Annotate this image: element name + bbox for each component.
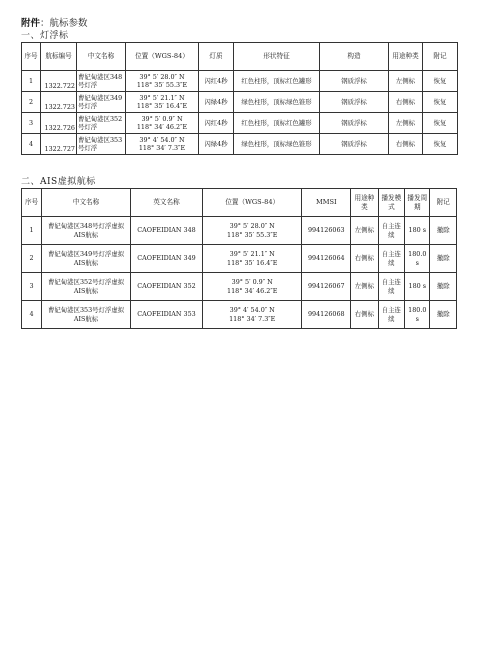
use-cell-text: 右侧标 [354,310,374,319]
use-cell-text: 左侧标 [395,76,416,85]
position-cell-text: 39° 5′ 28.0″ N [229,222,275,230]
use-cell-text: 左侧标 [354,226,374,235]
mmsi-cell-text: 994126068 [307,310,345,319]
mode-cell-text: 自主连续 [381,278,401,295]
position-cell [202,273,301,301]
remark-cell-text: 恢复 [433,139,447,148]
header-cell: 中文名称 [42,189,131,217]
mode-cell [378,217,404,245]
ais-row [22,301,457,329]
english-name-cell [131,301,203,329]
name-cell [77,134,126,155]
mmsi-cell-text: 994126063 [307,226,345,235]
light-cell [199,113,234,134]
code-cell [41,71,77,92]
name-cell [42,273,131,301]
remark-cell [423,134,458,155]
light-cell [199,134,234,155]
no-cell-text: 1 [29,226,34,235]
header-cell: 航标编号 [41,43,77,71]
header-cell: 构造 [320,43,389,71]
no-cell-text: 2 [29,254,34,263]
remark-cell-text: 撤除 [436,254,450,263]
use-cell [389,92,423,113]
no-cell-text: 3 [29,282,34,291]
name-cell [42,301,131,329]
english-name-cell [131,245,203,273]
code-cell-text: 1322.726 [44,123,75,132]
header-cell: 附记 [430,189,457,217]
mmsi-cell [302,301,351,329]
use-cell [389,113,423,134]
structure-cell [320,113,389,134]
structure-cell-text: 钢质浮标 [341,97,367,106]
name-cell-text: 曹妃甸港区348号灯浮虚拟AIS航标 [48,222,125,239]
structure-cell-text: 钢质浮标 [341,139,367,148]
shape-cell-text: 红色柱形，顶标红色罐形 [241,118,312,127]
position-cell-text: 118° 34′ 46.2″E [227,286,278,295]
period-cell [405,301,430,329]
use-cell-text: 右侧标 [395,97,416,106]
header-cell: 灯质 [199,43,234,71]
position-cell [126,92,199,113]
header-cell: 用途种类 [351,189,379,217]
header-cell: 附记 [423,43,458,71]
header-cell: 序号 [22,43,41,71]
name-cell-text: 曹妃甸港区349号灯浮虚拟AIS航标 [48,250,125,267]
no-cell [22,273,42,301]
use-cell [351,301,379,329]
header-cell: 播发模式 [378,189,404,217]
ais-row [22,217,457,245]
english-name-cell-text: CAOFEIDIAN 353 [137,310,196,319]
remark-cell [423,92,458,113]
position-cell-text: 118° 34′ 46.2″E [136,123,188,131]
code-cell [41,134,77,155]
light-cell-text: 闪绿4秒 [204,97,228,106]
ais-table-header [22,189,457,217]
section2-title: 二、AIS虚拟航标 [21,177,96,187]
position-cell-text: 39° 5′ 0.9″ N [231,278,273,286]
position-cell-text: 118° 34′ 7.3″E [229,314,276,323]
no-cell [22,301,42,329]
position-cell [126,134,199,155]
light-cell-text: 闪绿4秒 [204,139,228,148]
structure-cell-text: 钢质浮标 [341,76,367,85]
remark-cell [430,273,457,301]
mmsi-cell-text: 994126064 [307,254,345,263]
position-cell-text: 118° 35′ 55.3″E [227,230,278,239]
position-cell-text: 39° 5′ 21.1″ N [139,93,185,102]
use-cell [351,273,379,301]
mode-cell [378,273,404,301]
buoy-table-header [22,43,458,71]
english-name-cell [131,217,203,245]
position-cell-text: 39° 5′ 21.1″ N [229,250,275,258]
name-cell-text: 曹妃甸港区352号灯浮虚拟AIS航标 [48,278,125,295]
name-cell-text: 曹妃甸港区352号灯浮 [78,114,123,131]
period-cell-text: 180 s [408,282,427,291]
position-cell-text: 118° 35′ 16.4″E [227,258,278,267]
mmsi-cell-text: 994126067 [307,282,345,291]
period-cell-text: 180.0 s [408,306,427,323]
no-cell-text: 4 [28,139,34,148]
header-cell: 中文名称 [77,43,126,71]
name-cell [42,217,131,245]
name-cell-text: 曹妃甸港区353号灯浮虚拟AIS航标 [48,306,125,323]
shape-cell [234,113,320,134]
use-cell-text: 左侧标 [395,118,416,127]
ais-row [22,245,457,273]
buoy-row [22,113,458,134]
position-cell [202,217,301,245]
mode-cell-text: 自主连续 [381,306,401,323]
name-cell [77,92,126,113]
header-cell: 序号 [22,189,42,217]
no-cell [22,92,41,113]
remark-cell [430,217,457,245]
english-name-cell-text: CAOFEIDIAN 349 [137,254,196,263]
use-cell [351,217,379,245]
use-cell-text: 右侧标 [395,139,416,148]
code-cell [41,113,77,134]
position-cell-text: 39° 5′ 0.9″ N [141,114,183,123]
no-cell-text: 4 [29,310,34,319]
remark-cell [423,71,458,92]
shape-cell [234,71,320,92]
document-heading [21,18,457,30]
position-cell [202,245,301,273]
mmsi-cell [302,217,351,245]
header-cell: 位置（WGS-84） [202,189,301,217]
structure-cell [320,71,389,92]
name-cell-text: 曹妃甸港区349号灯浮 [78,93,123,110]
position-cell [126,113,199,134]
ais-row [22,273,457,301]
mode-cell [378,245,404,273]
code-cell-text: 1322.723 [44,102,75,111]
position-cell-text: 39° 4′ 54.0″ N [229,306,275,314]
english-name-cell-text: CAOFEIDIAN 352 [137,282,196,291]
shape-cell-text: 绿色柱形，顶标绿色锥形 [241,139,312,148]
position-cell-text: 39° 4′ 54.0″ N [139,135,185,144]
remark-cell [430,245,457,273]
document-page [21,18,457,329]
period-cell [405,245,430,273]
remark-cell-text: 恢复 [433,97,447,106]
period-cell [405,217,430,245]
no-cell [22,245,42,273]
no-cell-text: 2 [28,97,34,106]
header-cell: 英文名称 [131,189,203,217]
buoy-table [21,42,458,155]
buoy-row [22,71,458,92]
mode-cell-text: 自主连续 [381,222,401,239]
header-cell: 位置（WGS-84） [126,43,199,71]
header-cell: 播发周期 [405,189,430,217]
no-cell [22,134,41,155]
english-name-cell [131,273,203,301]
shape-cell [234,134,320,155]
header-cell: 用途种类 [389,43,423,71]
buoy-row [22,92,458,113]
period-cell-text: 180 s [408,226,427,235]
remark-cell-text: 恢复 [433,118,447,127]
english-name-cell-text: CAOFEIDIAN 348 [137,226,196,235]
buoy-row [22,134,458,155]
use-cell [389,71,423,92]
position-cell [202,301,301,329]
position-cell-text: 118° 34′ 7.3″E [138,144,186,152]
mmsi-cell [302,273,351,301]
name-cell [42,245,131,273]
no-cell-text: 1 [28,76,34,85]
structure-cell [320,134,389,155]
period-cell [405,273,430,301]
no-cell [22,71,41,92]
structure-cell [320,92,389,113]
code-cell [41,92,77,113]
use-cell-text: 左侧标 [354,282,374,291]
no-cell-text: 3 [28,118,34,127]
light-cell [199,71,234,92]
remark-cell-text: 恢复 [433,76,447,85]
ais-table [21,188,457,329]
heading-bold: 附件 [21,18,41,29]
no-cell [22,113,41,134]
code-cell-text: 1322.727 [44,144,75,153]
name-cell-text: 曹妃甸港区348号灯浮 [78,72,123,89]
section1-title: 一、灯浮标 [21,31,69,41]
remark-cell-text: 撤除 [436,282,450,291]
heading-rest: ：航标参数 [40,18,88,29]
name-cell [77,113,126,134]
name-cell-text: 曹妃甸港区353号灯浮 [78,135,123,152]
mmsi-cell [302,245,351,273]
header-cell: MMSI [302,189,351,217]
remark-cell [430,301,457,329]
name-cell [77,71,126,92]
position-cell-text: 118° 35′ 16.4″E [136,102,188,110]
mode-cell [378,301,404,329]
shape-cell-text: 红色柱形，顶标红色罐形 [241,76,312,85]
header-cell: 形状特征 [234,43,320,71]
position-cell [126,71,199,92]
shape-cell [234,92,320,113]
use-cell [389,134,423,155]
position-cell-text: 118° 35′ 55.3″E [136,81,188,89]
remark-cell-text: 撤除 [436,310,450,319]
no-cell [22,217,42,245]
light-cell [199,92,234,113]
remark-cell [423,113,458,134]
position-cell-text: 39° 5′ 28.0″ N [139,72,185,81]
shape-cell-text: 绿色柱形，顶标绿色锥形 [241,97,312,106]
structure-cell-text: 钢质浮标 [341,118,367,127]
light-cell-text: 闪红4秒 [204,76,228,85]
period-cell-text: 180.0 s [408,250,427,267]
light-cell-text: 闪红4秒 [204,118,228,127]
use-cell-text: 右侧标 [354,254,374,263]
code-cell-text: 1322.722 [44,81,75,90]
remark-cell-text: 撤除 [436,226,450,235]
use-cell [351,245,379,273]
mode-cell-text: 自主连续 [381,250,401,267]
